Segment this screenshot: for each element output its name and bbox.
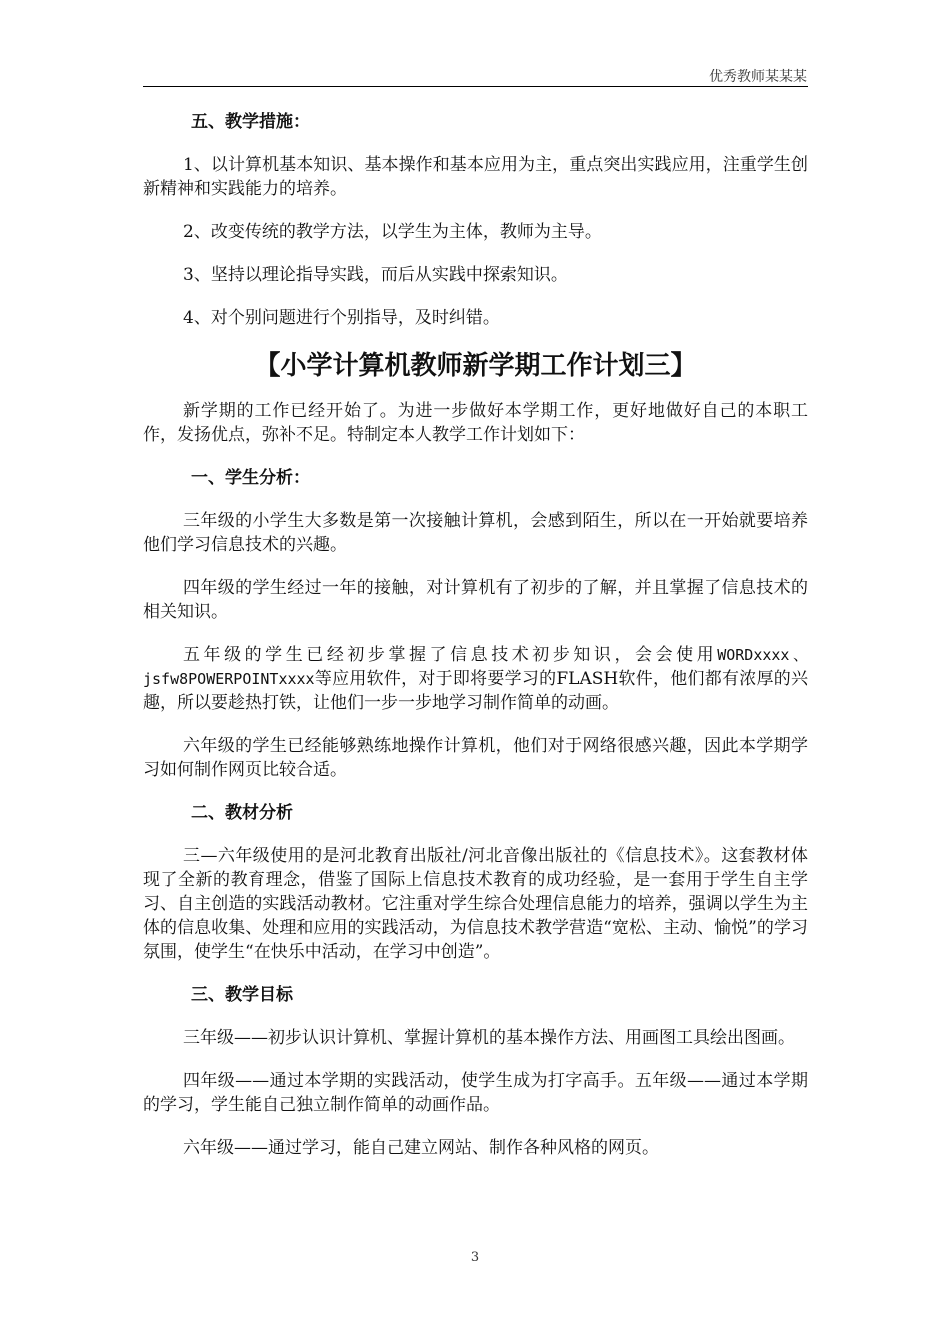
document-body	[143, 110, 808, 1179]
section5-item-1: 1、以计算机基本知识、基本操作和基本应用为主，重点突出实践应用，注重学生创新精神和实践能力的培养。	[143, 155, 808, 199]
students-paragraph-3-part-a: 五年级的学生已经初步掌握了信息技术初步知识，会会使用	[183, 645, 718, 665]
students-paragraph-3	[143, 643, 808, 715]
section5-item-2: 2、改变传统的教学方法，以学生为主体，教师为主导。	[183, 222, 602, 242]
page-number: 3	[470, 1250, 480, 1265]
materials-paragraph-1: 三—六年级使用的是河北教育出版社/河北音像出版社的《信息技术》。这套教材体现了全新的教育理念，借鉴了国际上信息技术教育的成功经验，是一套用于学生自主学习、自主创造的实践活动教材。它注重对学生综合处理信息能力的培养，强调以学生为主体的信息收集、处理和应用的实践活动，为信息技术教学营造“宽松、主动、愉悦”的学习氛围，使学生“在快乐中活动，在学习中创造”。	[143, 846, 808, 962]
students-paragraph-3-part-c: 等应用软件，对于即将要学习的FLASH软件，他们都有浓厚的兴趣，所以要趁热打铁，让他们一步一步地学习制作简单的动画。	[143, 669, 808, 713]
materials-heading: 二、教材分析	[191, 803, 293, 823]
goals-paragraph-2: 四年级——通过本学期的实践活动，使学生成为打字高手。五年级——通过本学期的学习，学生能自己独立制作简单的动画作品。	[143, 1071, 808, 1115]
plan3-intro: 新学期的工作已经开始了。为进一步做好本学期工作，更好地做好自己的本职工作，发扬优点，弥补不足。特制定本人教学工作计划如下：	[143, 401, 808, 445]
goals-paragraph-3: 六年级——通过学习，能自己建立网站、制作各种风格的网页。	[183, 1138, 659, 1158]
goals-heading: 三、教学目标	[191, 985, 293, 1005]
plan3-title: 【小学计算机教师新学期工作计划三】	[254, 351, 697, 381]
students-heading: 一、学生分析：	[191, 468, 310, 488]
students-paragraph-4: 六年级的学生已经能够熟练地操作计算机，他们对于网络很感兴趣，因此本学期学习如何制作网页比较合适。	[143, 736, 808, 780]
section5-item-3: 3、坚持以理论指导实践，而后从实践中探索知识。	[183, 265, 568, 285]
students-paragraph-1: 三年级的小学生大多数是第一次接触计算机，会感到陌生，所以在一开始就要培养他们学习信息技术的兴趣。	[143, 511, 808, 555]
header-divider	[143, 86, 808, 87]
students-paragraph-2: 四年级的学生经过一年的接触，对计算机有了初步的了解，并且掌握了信息技术的相关知识。	[143, 578, 808, 622]
goals-paragraph-1: 三年级——初步认识计算机、掌握计算机的基本操作方法、用画图工具绘出图画。	[183, 1028, 795, 1048]
students-paragraph-3-software: WORDxxxx、jsfw8POWERPOINTxxxx	[143, 646, 808, 688]
section5-item-4: 4、对个别问题进行个别指导，及时纠错。	[183, 308, 500, 328]
section5-heading: 五、教学措施：	[191, 112, 310, 132]
page-header-text: 优秀教师某某某	[709, 69, 807, 85]
